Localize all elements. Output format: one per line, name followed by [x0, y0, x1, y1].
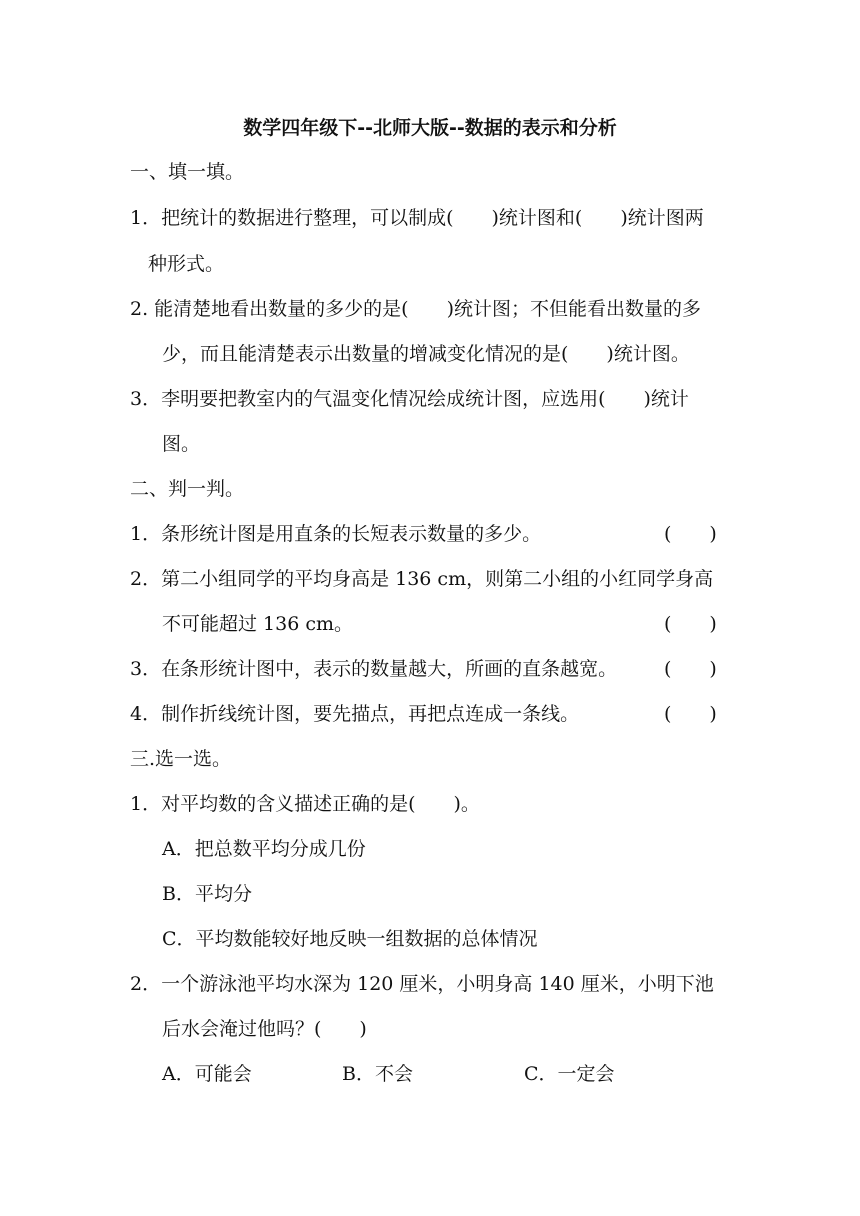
choose-question-2-option-c: C．一定会 — [524, 1063, 615, 1085]
choose-question-2-option-b: B．不会 — [342, 1063, 413, 1085]
choose-question-1: 1．对平均数的含义描述正确的是( )。 — [130, 793, 480, 815]
fill-question-2-line-2: 少，而且能清楚表示出数量的增减变化情况的是( )统计图。 — [162, 343, 690, 365]
choose-question-2-line-2: 后水会淹过他吗？( ) — [162, 1018, 367, 1040]
judge-question-4: 4．制作折线统计图，要先描点，再把点连成一条线。 — [130, 703, 580, 725]
judge-question-1: 1．条形统计图是用直条的长短表示数量的多少。 — [130, 523, 542, 545]
choose-question-2-option-a: A．可能会 — [162, 1063, 252, 1085]
choose-question-1-option-c: C．平均数能较好地反映一组数据的总体情况 — [162, 928, 538, 950]
fill-question-1-line-1: 1．把统计的数据进行整理，可以制成( )统计图和( )统计图两 — [130, 207, 704, 229]
answer-parentheses: ( ) — [664, 523, 717, 545]
section-heading-judge: 二、判一判。 — [130, 478, 245, 500]
choose-question-2-line-1: 2．一个游泳池平均水深为 120 厘米，小明身高 140 厘米，小明下池 — [130, 973, 714, 995]
fill-question-3-line-2: 图。 — [162, 433, 201, 455]
section-heading-choose: 三.选一选。 — [130, 748, 232, 770]
choose-question-1-option-a: A．把总数平均分成几份 — [162, 838, 366, 860]
page-title: 数学四年级下--北师大版--数据的表示和分析 — [243, 117, 617, 139]
fill-question-2-line-1: 2. 能清楚地看出数量的多少的是( )统计图；不但能看出数量的多 — [130, 298, 701, 320]
answer-parentheses: ( ) — [664, 658, 717, 680]
answer-parentheses: ( ) — [664, 703, 717, 725]
judge-question-2-line-2: 不可能超过 136 cm。 — [162, 613, 354, 635]
answer-parentheses: ( ) — [664, 613, 717, 635]
fill-question-1-line-2: 种形式。 — [148, 253, 225, 275]
judge-question-2-line-1: 2．第二小组同学的平均身高是 136 cm，则第二小组的小红同学身高 — [130, 568, 714, 590]
section-heading-fill: 一、填一填。 — [130, 161, 245, 183]
choose-question-1-option-b: B．平均分 — [162, 883, 252, 905]
fill-question-3-line-1: 3．李明要把教室内的气温变化情况绘成统计图，应选用( )统计 — [130, 388, 689, 410]
judge-question-3: 3．在条形统计图中，表示的数量越大，所画的直条越宽。 — [130, 658, 618, 680]
